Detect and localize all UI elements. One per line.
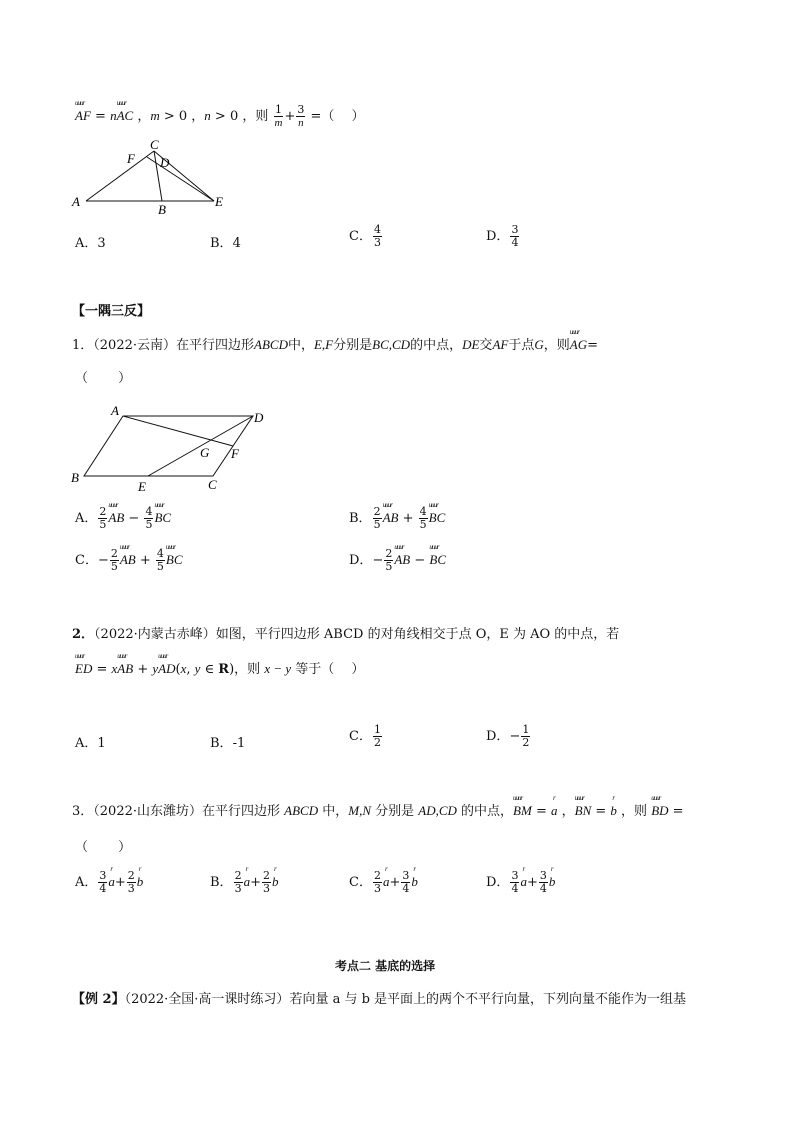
vector-ac: uuur AC (117, 108, 134, 124)
section2-title: 考点二 基底的选择 (335, 959, 436, 973)
label-f: F (231, 446, 239, 461)
top-option-b[interactable]: B．4 (210, 236, 241, 251)
parallelogram-figure (68, 400, 278, 495)
q2-expression: uuur ED = xuuur AB + yuuur AD(x, y ∈ R)，则 x − y 等于（ ） (75, 658, 364, 677)
label-c: C (208, 477, 217, 492)
q1-option-d[interactable]: D．− $\frac{2}{5}$ uuur AB − uuur BC (349, 548, 446, 573)
label-c: C (150, 137, 159, 152)
triangle-figure (70, 135, 240, 220)
top-option-a[interactable]: A．3 (75, 236, 106, 251)
label-e: E (138, 479, 146, 494)
label-f: F (127, 151, 135, 166)
label-a: A (111, 403, 119, 418)
label-d: D (160, 155, 170, 170)
label-e: E (215, 194, 223, 209)
top-problem-condition: uuur AF = nuuur AC ，m > 0 ，n > 0 ，则 $\frac{1}{m}$ + $\frac{3}{n}$ =（ ） (75, 104, 365, 129)
q1-option-c[interactable]: C．− $\frac{2}{5}$ uuur AB + $\frac{4}{5}$ uuur BC (75, 548, 183, 573)
section-header: 【一隅三反】 (72, 304, 151, 319)
q3-option-a[interactable]: A． $\frac{3}{4}$ r a+ $\frac{2}{3}$ r b (75, 870, 143, 895)
q2-option-b[interactable]: B．-1 (210, 736, 246, 751)
label-b: B (158, 202, 166, 217)
q1-blank: （ ） (75, 371, 132, 386)
vector-af: uuur AF (75, 108, 91, 124)
q2-stem: 2．（2022·内蒙古赤峰）如图，平行四边形 ABCD 的对角线相交于点 O，E 为 AO 的中点，若 (72, 627, 620, 642)
label-b: B (71, 470, 79, 485)
label-d: D (254, 410, 264, 425)
q3-blank: （ ） (75, 840, 132, 855)
top-option-d[interactable]: D． $\frac{3}{4}$ (486, 223, 519, 249)
q3-option-b[interactable]: B． $\frac{2}{3}$ r a+ $\frac{2}{3}$ r b (210, 870, 278, 895)
q1-stem: 1．（2022·云南）在平行四边形ABCD中，E,F分别是BC,CD的中点，DE交AF于点G，则uuur AG= (72, 334, 598, 353)
q1-option-b[interactable]: B． $\frac{2}{5}$ uuur AB + $\frac{4}{5}$ uuur BC (349, 506, 445, 531)
q3-stem: 3．（2022·山东潍坊）在平行四边形 ABCD 中，M,N 分别是 AD,CD 的中点，uuur BM = r a ，uuur BN = r b ，则 uuur BD = (72, 800, 684, 819)
label-g: G (200, 445, 210, 460)
label-a: A (72, 194, 80, 209)
q3-option-d[interactable]: D． $\frac{3}{4}$ r a+ $\frac{3}{4}$ r b (486, 870, 555, 895)
q2-option-a[interactable]: A．1 (75, 736, 106, 751)
example2-stem: 【例 2】（2022·全国·高一课时练习）若向量 a 与 b 是平面上的两个不平行向量，下列向量不能作为一组基 (72, 992, 687, 1007)
q2-option-c[interactable]: C． $\frac{1}{2}$ (349, 723, 381, 749)
top-option-c[interactable]: C． $\frac{4}{3}$ (349, 223, 381, 249)
q1-option-a[interactable]: A． $\frac{2}{5}$ uuur AB − $\frac{4}{5}$ uuur BC (75, 506, 171, 531)
vector-ag: uuur AG (570, 337, 587, 353)
q3-option-c[interactable]: C． $\frac{2}{3}$ r a+ $\frac{3}{4}$ r b (349, 870, 418, 895)
q2-option-d[interactable]: D．− $\frac{1}{2}$ (486, 723, 530, 749)
